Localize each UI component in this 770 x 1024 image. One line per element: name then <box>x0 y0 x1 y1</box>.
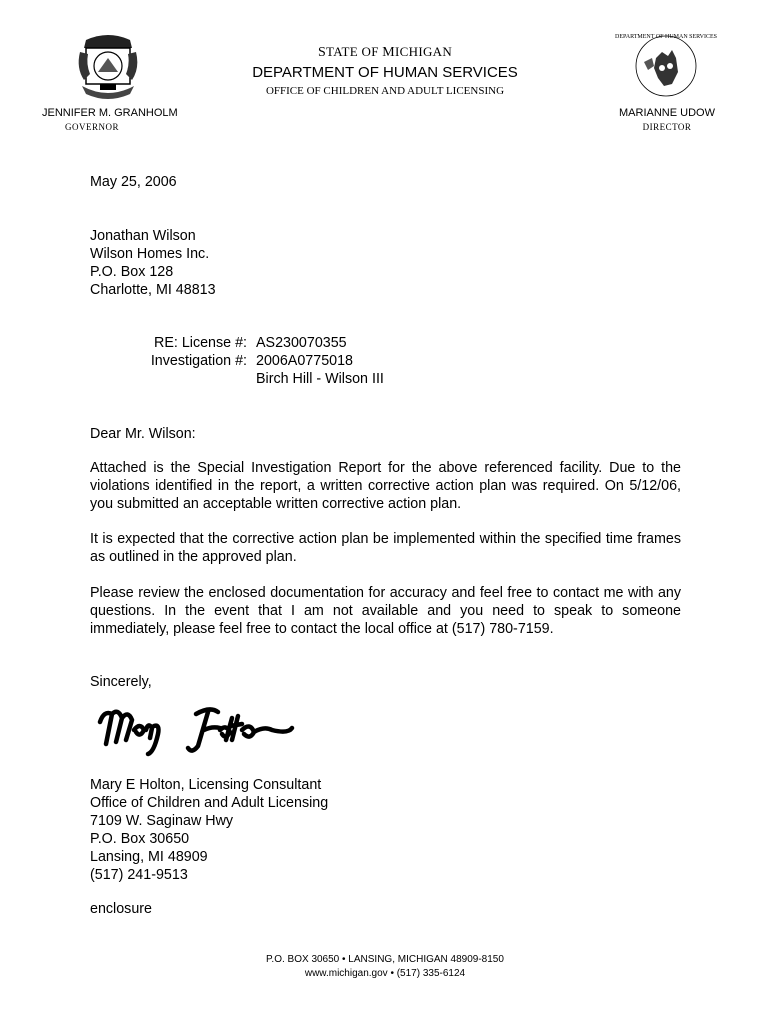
governor-title: GOVERNOR <box>64 122 119 132</box>
michigan-rest: ICHIGAN <box>395 44 453 59</box>
director-title: DIRECTOR <box>642 122 692 132</box>
sender-line: P.O. Box 30650 <box>90 831 190 847</box>
logo-ring-text: DEPARTMENT OF HUMAN SERVICES <box>614 34 718 40</box>
director-name: MARIANNE UDOW <box>619 107 715 119</box>
reference-row <box>90 334 420 352</box>
reference-block <box>90 334 420 388</box>
reference-label: Investigation #: <box>150 353 247 369</box>
letterhead-office: OFFICE OF CHILDREN AND ADULT LICENSING <box>265 85 505 97</box>
sender-block <box>90 776 328 884</box>
footer-address: P.O. BOX 30650 • LANSING, MICHIGAN 48909-8150 <box>266 954 504 965</box>
recipient-line: P.O. Box 128 <box>90 264 174 280</box>
letter-date: May 25, 2006 <box>90 174 177 190</box>
reference-value: AS230070355 <box>256 335 347 351</box>
reference-row <box>90 352 420 370</box>
recipient-address <box>90 227 216 299</box>
reference-row <box>90 370 420 388</box>
reference-value: 2006A0775018 <box>256 353 353 369</box>
recipient-line: Jonathan Wilson <box>90 228 196 244</box>
letterhead-state <box>0 44 770 61</box>
letterhead-department: DEPARTMENT OF HUMAN SERVICES <box>252 64 518 81</box>
michigan-initial: M <box>382 45 396 60</box>
body-paragraph: Attached is the Special Investigation Report for the above referenced facility. Due to the violations identified in the report, a written corrective action plan was required. On 5/12/06, you submitted an acceptable written corrective action plan. <box>90 460 681 512</box>
body-paragraph: It is expected that the corrective action plan be implemented within the specified time frames as outlined in the approved plan. <box>90 531 681 565</box>
sender-line: Mary E Holton, Licensing Consultant <box>90 777 322 793</box>
recipient-line: Charlotte, MI 48813 <box>90 282 216 298</box>
governor-name: JENNIFER M. GRANHOLM <box>42 107 178 119</box>
salutation: Dear Mr. Wilson: <box>90 426 196 442</box>
handwritten-signature <box>92 700 302 760</box>
sender-line: (517) 241-9513 <box>90 867 188 883</box>
sender-line: 7109 W. Saginaw Hwy <box>90 813 234 829</box>
sender-line: Office of Children and Adult Licensing <box>90 795 329 811</box>
closing: Sincerely, <box>90 674 152 690</box>
state-rest: TATE OF <box>326 44 383 59</box>
sender-line: Lansing, MI 48909 <box>90 849 208 865</box>
recipient-line: Wilson Homes Inc. <box>90 246 210 262</box>
enclosure-note: enclosure <box>90 901 152 917</box>
reference-label: RE: License #: <box>154 335 247 351</box>
footer-contact: www.michigan.gov • (517) 335-6124 <box>304 968 466 979</box>
reference-value: Birch Hill - Wilson III <box>256 371 384 387</box>
state-initial: S <box>317 45 327 60</box>
body-paragraph: Please review the enclosed documentation for accuracy and feel free to contact me with any questions. In the event that I am not available and you need to speak to someone immediately, please feel free to contact the local office at (517) 780-7159. <box>90 585 681 637</box>
